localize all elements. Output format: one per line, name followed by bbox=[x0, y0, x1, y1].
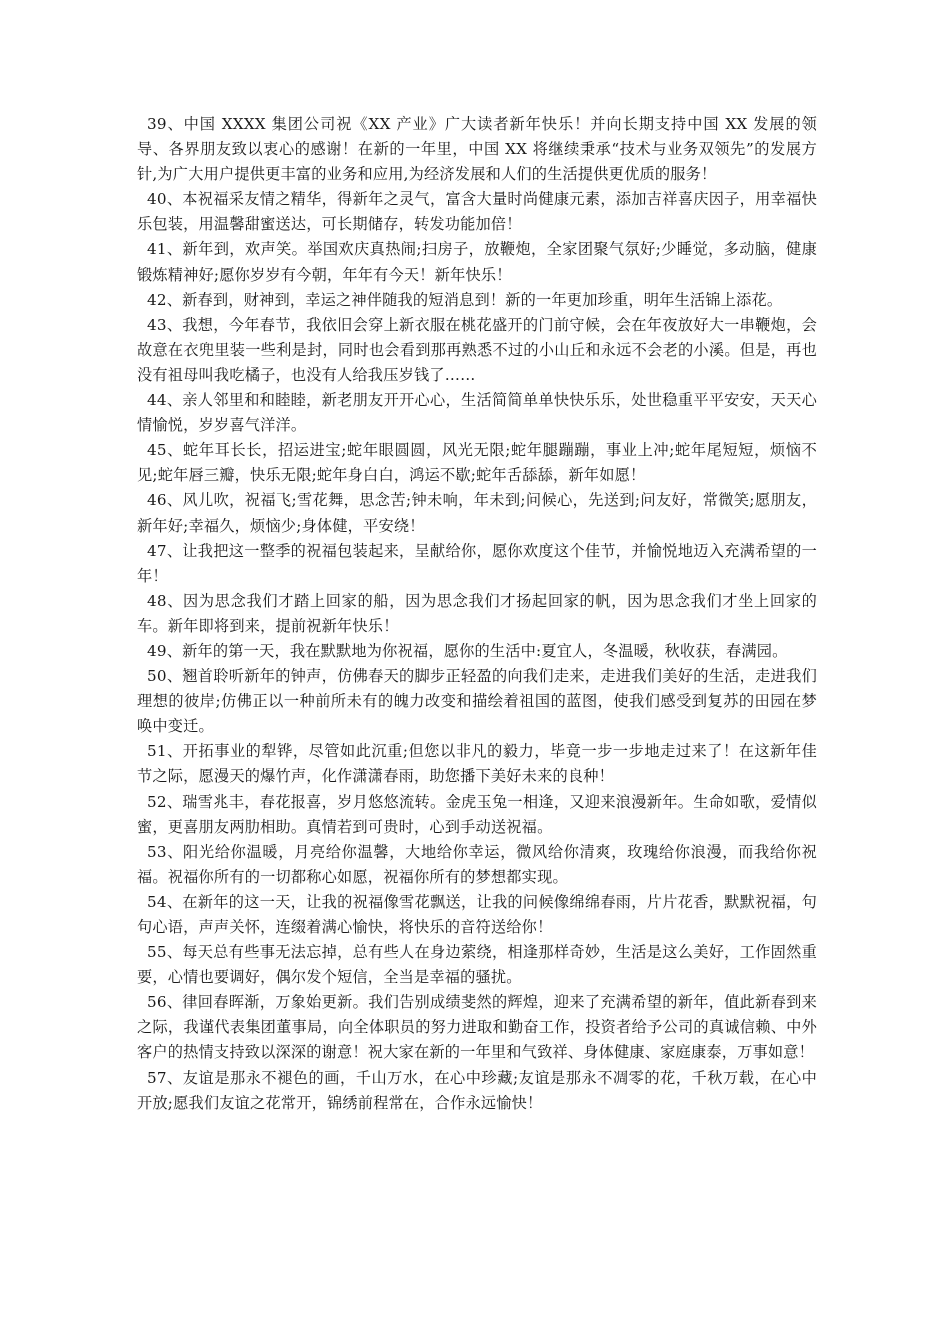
paragraph-48: 48、因为思念我们才踏上回家的船，因为思念我们才扬起回家的帆，因为思念我们才坐上回家的车。新年即将到来，提前祝新年快乐！ bbox=[137, 591, 817, 635]
paragraph-47: 47、让我把这一整季的祝福包装起来，呈献给你，愿你欢度这个佳节，并愉悦地迈入充满希望的一年！ bbox=[137, 541, 817, 585]
paragraph-57: 57、友谊是那永不褪色的画，千山万水，在心中珍藏;友谊是那永不凋零的花，千秋万载，在心中开放;愿我们友谊之花常开，锦绣前程常在，合作永远愉快！ bbox=[137, 1068, 817, 1112]
paragraph-44: 44、亲人邻里和和睦睦，新老朋友开开心心，生活简简单单快快乐乐，处世稳重平平安安，天天心情愉悦，岁岁喜气洋洋。 bbox=[137, 391, 817, 435]
paragraph-55: 55、每天总有些事无法忘掉，总有些人在身边萦绕，相逢那样奇妙，生活是这么美好，工作固然重要，心情也要调好，偶尔发个短信，全当是幸福的骚扰。 bbox=[137, 943, 817, 987]
paragraph-50: 50、翘首聆听新年的钟声，仿佛春天的脚步正轻盈的向我们走来，走进我们美好的生活，走进我们理想的彼岸;仿佛正以一种前所未有的魄力改变和描绘着祖国的蓝图，使我们感受到复苏的田园在梦唤中变迁。 bbox=[137, 667, 817, 736]
paragraph-51: 51、开拓事业的犁铧，尽管如此沉重;但您以非凡的毅力，毕竟一步一步地走过来了！在这新年佳节之际，愿漫天的爆竹声，化作潇潇春雨，助您播下美好未来的良种！ bbox=[137, 742, 817, 786]
paragraph-49: 49、新年的第一天，我在默默地为你祝福，愿你的生活中:夏宜人，冬温暖，秋收获，春满园。 bbox=[147, 641, 788, 660]
document-body bbox=[137, 112, 817, 1116]
paragraph-41: 41、新年到，欢声笑。举国欢庆真热闹;扫房子，放鞭炮，全家团聚气氛好;少睡觉，多动脑，健康锻炼精神好;愿你岁岁有今朝，年年有今天！新年快乐！ bbox=[137, 240, 817, 284]
paragraph-54: 54、在新年的这一天，让我的祝福像雪花飘送，让我的问候像绵绵春雨，片片花香，默默祝福，句句心语，声声关怀，连缀着满心愉快，将快乐的音符送给你！ bbox=[137, 892, 817, 936]
paragraph-43: 43、我想，今年春节，我依旧会穿上新衣服在桃花盛开的门前守候，会在年夜放好大一串鞭炮，会故意在衣兜里装一些利是封，同时也会看到那再熟悉不过的小山丘和永远不会老的小溪。但是，再也没有祖母叫我吃橘子，也没有人给我压岁钱了…… bbox=[137, 315, 817, 384]
paragraph-46: 46、风儿吹，祝福飞;雪花舞，思念苦;钟未响，年未到;问候心，先送到;问友好，常微笑;愿朋友，新年好;幸福久，烦恼少;身体健，平安绕！ bbox=[137, 491, 817, 535]
paragraph-40: 40、本祝福采友情之精华，得新年之灵气，富含大量时尚健康元素，添加吉祥喜庆因子，用幸福快乐包装，用温馨甜蜜送达，可长期储存，转发功能加倍！ bbox=[137, 190, 817, 234]
paragraph-39: 39、中国 XXXX 集团公司祝《XX 产业》广大读者新年快乐！并向长期支持中国 XX 发展的领导、各界朋友致以衷心的感谢！在新的一年里，中国 XX 将继续秉承“技术与业务双领先”的发展方针,为广大用户提供更丰富的业务和应用,为经济发展和人们的生活提供更优质的服务！ bbox=[137, 115, 817, 184]
paragraph-53: 53、阳光给你温暖，月亮给你温馨，大地给你幸运，微风给你清爽，玫瑰给你浪漫，而我给你祝福。祝福你所有的一切都称心如愿，祝福你所有的梦想都实现。 bbox=[137, 842, 817, 886]
paragraph-52: 52、瑞雪兆丰，春花报喜，岁月悠悠流转。金虎玉兔一相逢，又迎来浪漫新年。生命如歌，爱情似蜜，更喜朋友两肋相助。真情若到可贵时，心到手动送祝福。 bbox=[137, 792, 817, 836]
paragraph-56: 56、律回春晖渐，万象始更新。我们告别成绩斐然的辉煌，迎来了充满希望的新年，值此新春到来之际，我谨代表集团董事局，向全体职员的努力进取和勤奋工作，投资者给予公司的真诚信赖、中外客户的热情支持致以深深的谢意！祝大家在新的一年里和气致祥、身体健康、家庭康泰，万事如意！ bbox=[137, 993, 817, 1062]
paragraph-42: 42、新春到，财神到，幸运之神伴随我的短消息到！新的一年更加珍重，明年生活锦上添花。 bbox=[147, 290, 783, 309]
paragraph-45: 45、蛇年耳长长，招运进宝;蛇年眼圆圆，风光无限;蛇年腿蹦蹦，事业上冲;蛇年尾短短，烦恼不见;蛇年唇三瓣，快乐无限;蛇年身白白，鸿运不歇;蛇年舌舔舔，新年如愿！ bbox=[137, 441, 817, 485]
